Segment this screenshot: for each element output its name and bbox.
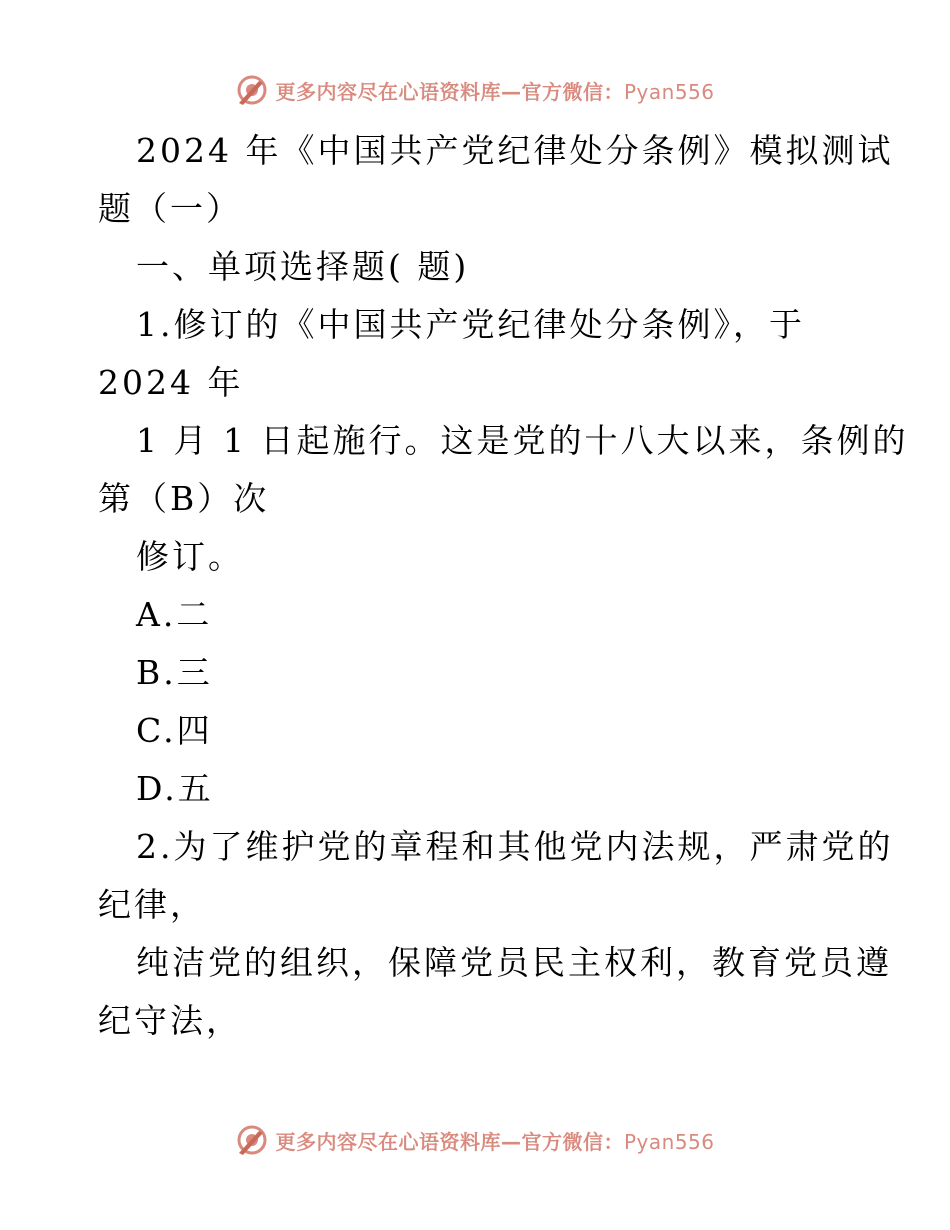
pen-logo-icon [235, 73, 269, 107]
question-1-text: 1.修订的《中国共产党纪律处分条例》，于 [136, 305, 805, 344]
option-c: C.四 [136, 711, 213, 750]
option-b: B.三 [136, 653, 213, 692]
question-1-text: 2024 年 [98, 363, 244, 402]
doc-title-line-2: 题（一） [98, 189, 242, 228]
document-body [98, 122, 909, 1050]
question-2-text: 2.为了维护党的章程和其他党内法规，严肃党的 [136, 827, 894, 866]
option-a: A.二 [136, 595, 213, 634]
section-heading: 一、单项选择题( 题) [136, 247, 470, 286]
watermark-text: 更多内容尽在心语资料库—官方微信： [275, 1129, 624, 1154]
doc-title-line-1: 2024 年《中国共产党纪律处分条例》模拟测试 [136, 131, 894, 170]
question-2-text: 纪律， [98, 885, 206, 924]
question-2-text: 纪守法， [98, 1001, 242, 1040]
watermark-id: Pyan556 [623, 79, 715, 104]
question-2-text: 纯洁党的组织，保障党员民主权利，教育党员遵 [136, 943, 892, 982]
watermark-text: 更多内容尽在心语资料库—官方微信： [275, 79, 624, 104]
question-1-text: 1 月 1 日起施行。这是党的十八大以来，条例的 [136, 421, 909, 460]
watermark-header [0, 72, 950, 108]
question-1-text: 第（B）次 [98, 479, 270, 518]
question-1-text: 修订。 [136, 537, 244, 576]
pen-logo-icon [235, 1123, 269, 1157]
watermark-id: Pyan556 [623, 1129, 715, 1154]
watermark-footer [0, 1122, 950, 1158]
option-d: D.五 [136, 769, 214, 808]
